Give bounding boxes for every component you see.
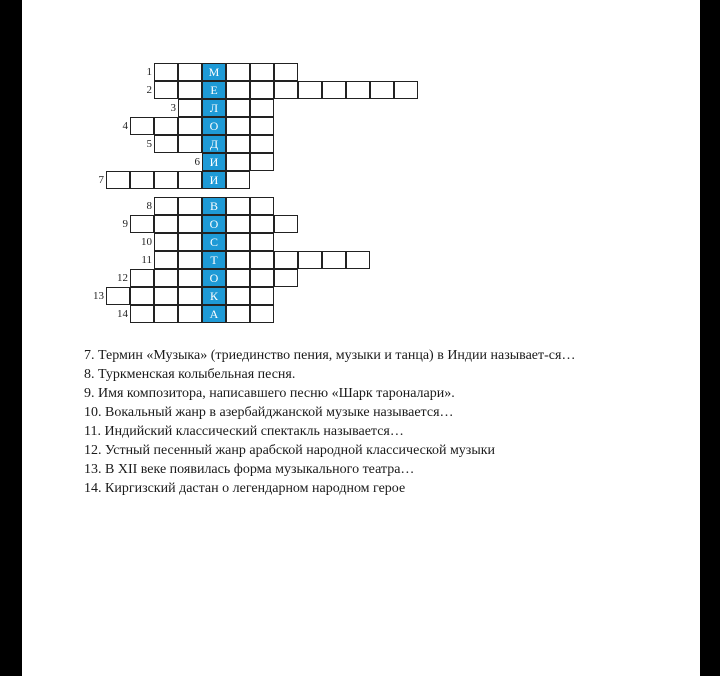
crossword-cell[interactable] xyxy=(106,287,130,305)
clue-number: 13 xyxy=(93,290,104,302)
crossword-cell[interactable] xyxy=(154,81,178,99)
clue-number: 9 xyxy=(122,218,128,230)
crossword-cell[interactable] xyxy=(274,215,298,233)
crossword-cell[interactable] xyxy=(154,269,178,287)
crossword-cell[interactable] xyxy=(226,251,250,269)
clue-number: 5 xyxy=(146,138,152,150)
crossword-cell[interactable] xyxy=(250,81,274,99)
crossword-cell[interactable] xyxy=(130,305,154,323)
crossword-cell[interactable] xyxy=(250,269,274,287)
key-letter-cell: М xyxy=(202,63,226,81)
clue-13: 13. В XII веке появилась форма музыкального театра… xyxy=(84,462,415,477)
crossword-cell[interactable] xyxy=(226,153,250,171)
key-letter-cell: С xyxy=(202,233,226,251)
crossword-cell[interactable] xyxy=(250,117,274,135)
crossword-cell[interactable] xyxy=(298,251,322,269)
crossword-cell[interactable] xyxy=(226,287,250,305)
crossword-cell[interactable] xyxy=(346,251,370,269)
crossword-cell[interactable] xyxy=(322,81,346,99)
key-letter-cell: Т xyxy=(202,251,226,269)
crossword-cell[interactable] xyxy=(226,269,250,287)
crossword-cell[interactable] xyxy=(226,99,250,117)
key-letter-cell: О xyxy=(202,117,226,135)
crossword-cell[interactable] xyxy=(250,135,274,153)
clue-7: 7. Термин «Музыка» (триединство пения, музыки и танца) в Индии называет-ся… xyxy=(84,348,576,363)
crossword-cell[interactable] xyxy=(250,305,274,323)
key-letter-cell: О xyxy=(202,269,226,287)
crossword-cell[interactable] xyxy=(154,233,178,251)
crossword-cell[interactable] xyxy=(178,215,202,233)
crossword-cell[interactable] xyxy=(178,251,202,269)
crossword-cell[interactable] xyxy=(154,63,178,81)
crossword-cell[interactable] xyxy=(130,215,154,233)
crossword-cell[interactable] xyxy=(154,287,178,305)
key-letter-cell: Л xyxy=(202,99,226,117)
crossword-cell[interactable] xyxy=(346,81,370,99)
crossword-cell[interactable] xyxy=(154,215,178,233)
clue-11: 11. Индийский классический спектакль называется… xyxy=(84,424,404,439)
crossword-cell[interactable] xyxy=(154,171,178,189)
key-letter-cell: Д xyxy=(202,135,226,153)
crossword-cell[interactable] xyxy=(154,251,178,269)
crossword-cell[interactable] xyxy=(250,233,274,251)
crossword-cell[interactable] xyxy=(178,233,202,251)
crossword-cell[interactable] xyxy=(250,287,274,305)
clue-12: 12. Устный песенный жанр арабской народной классической музыки xyxy=(84,443,496,458)
clue-9: 9. Имя композитора, написавшего песню «Шарк тароналари». xyxy=(84,386,455,401)
key-letter-cell: А xyxy=(202,305,226,323)
crossword-cell[interactable] xyxy=(250,197,274,215)
key-letter-cell: Е xyxy=(202,81,226,99)
crossword-cell[interactable] xyxy=(178,117,202,135)
clue-number: 2 xyxy=(146,84,152,96)
crossword-cell[interactable] xyxy=(226,81,250,99)
clue-number: 12 xyxy=(117,272,128,284)
clue-number: 1 xyxy=(146,66,152,78)
clue-number: 10 xyxy=(141,236,152,248)
crossword-cell[interactable] xyxy=(154,197,178,215)
crossword-cell[interactable] xyxy=(250,153,274,171)
clue-number: 14 xyxy=(117,308,128,320)
crossword-cell[interactable] xyxy=(178,63,202,81)
crossword-cell[interactable] xyxy=(274,63,298,81)
crossword-cell[interactable] xyxy=(274,81,298,99)
key-letter-cell: К xyxy=(202,287,226,305)
clue-number: 3 xyxy=(170,102,176,114)
crossword-cell[interactable] xyxy=(322,251,346,269)
crossword-cell[interactable] xyxy=(130,117,154,135)
crossword-cell[interactable] xyxy=(178,99,202,117)
crossword-cell[interactable] xyxy=(178,135,202,153)
clue-number: 11 xyxy=(141,254,152,266)
crossword-cell[interactable] xyxy=(130,269,154,287)
crossword-cell[interactable] xyxy=(250,63,274,81)
crossword-cell[interactable] xyxy=(154,117,178,135)
crossword-cell[interactable] xyxy=(274,269,298,287)
clue-number: 4 xyxy=(122,120,128,132)
crossword-cell[interactable] xyxy=(178,269,202,287)
crossword-cell[interactable] xyxy=(226,135,250,153)
clue-number: 6 xyxy=(194,156,200,168)
clue-10: 10. Вокальный жанр в азербайджанской музыке называется… xyxy=(84,405,454,420)
clue-number: 7 xyxy=(98,174,104,186)
clue-8: 8. Туркменская колыбельная песня. xyxy=(84,367,296,382)
crossword-cell[interactable] xyxy=(106,171,130,189)
crossword-cell[interactable] xyxy=(226,197,250,215)
clue-number: 8 xyxy=(146,200,152,212)
clue-14: 14. Киргизский дастан о легендарном народном герое xyxy=(84,481,406,496)
key-letter-cell: И xyxy=(202,153,226,171)
crossword-cell[interactable] xyxy=(130,171,154,189)
crossword-cell[interactable] xyxy=(178,171,202,189)
crossword-cell[interactable] xyxy=(394,81,418,99)
crossword-cell[interactable] xyxy=(298,81,322,99)
crossword-cell[interactable] xyxy=(226,63,250,81)
clue-list xyxy=(84,346,644,498)
crossword-cell[interactable] xyxy=(250,215,274,233)
crossword-cell[interactable] xyxy=(178,81,202,99)
crossword-cell[interactable] xyxy=(370,81,394,99)
crossword-cell[interactable] xyxy=(130,287,154,305)
crossword-cell[interactable] xyxy=(274,251,298,269)
crossword-cell[interactable] xyxy=(250,99,274,117)
crossword-cell[interactable] xyxy=(226,171,250,189)
key-letter-cell: В xyxy=(202,197,226,215)
crossword-cell[interactable] xyxy=(226,233,250,251)
crossword-cell[interactable] xyxy=(154,135,178,153)
crossword-cell[interactable] xyxy=(178,287,202,305)
crossword-cell[interactable] xyxy=(226,305,250,323)
crossword-cell[interactable] xyxy=(178,305,202,323)
crossword-cell[interactable] xyxy=(154,305,178,323)
key-letter-cell: И xyxy=(202,171,226,189)
key-letter-cell: О xyxy=(202,215,226,233)
crossword-cell[interactable] xyxy=(178,197,202,215)
crossword-cell[interactable] xyxy=(226,117,250,135)
crossword-cell[interactable] xyxy=(250,251,274,269)
crossword-cell[interactable] xyxy=(226,215,250,233)
